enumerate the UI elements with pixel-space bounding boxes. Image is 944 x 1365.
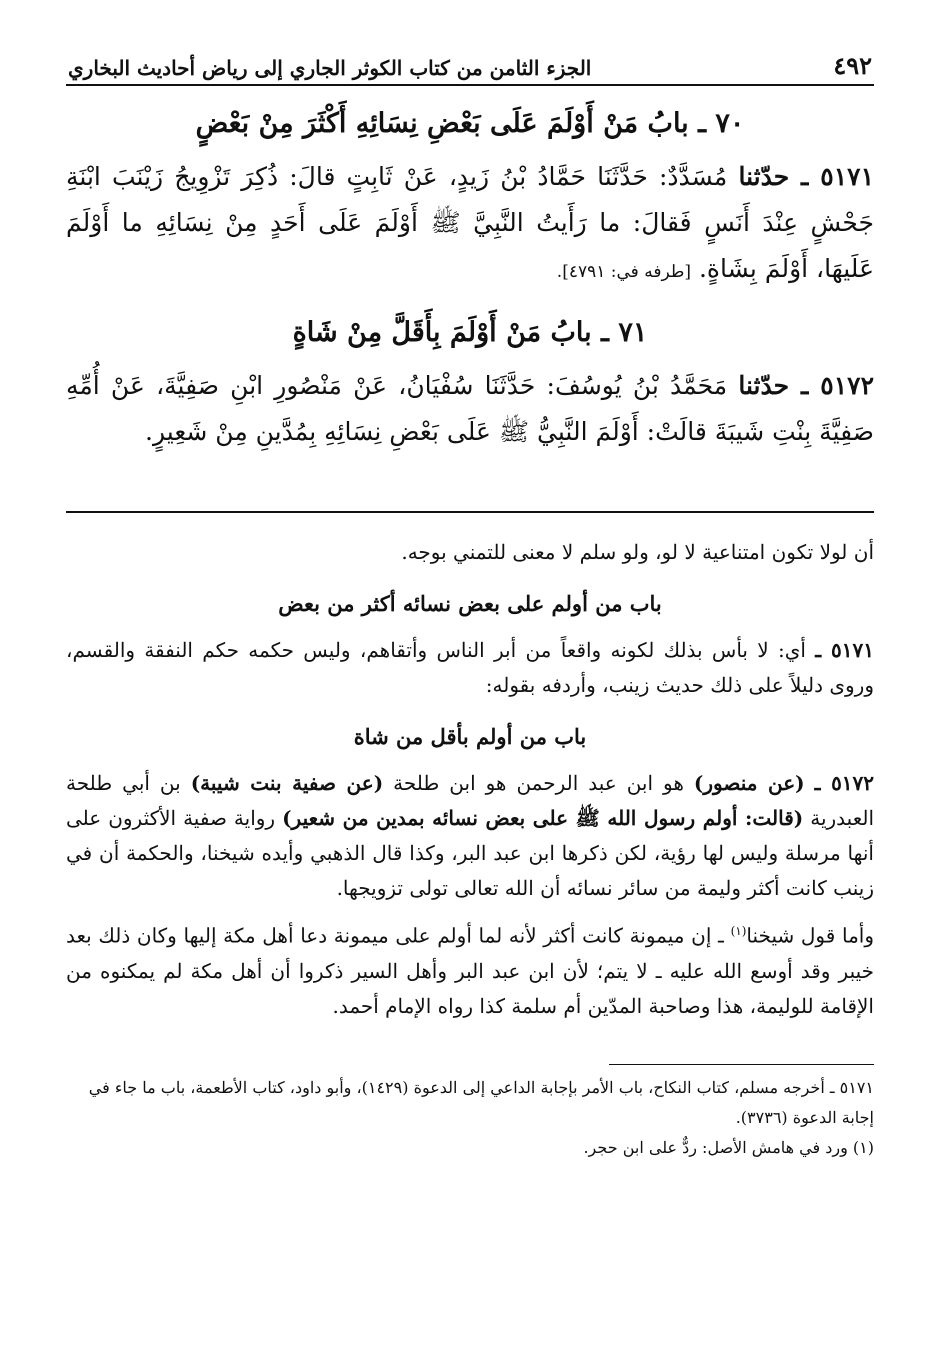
commentary-5172-text-2: بن أبي طلحة العبدرية bbox=[66, 771, 875, 830]
paragraph-2-lead: وأما قول شيخنا bbox=[746, 923, 874, 948]
paragraph-2-text: ـ إن ميمونة كانت أكثر لأنه لما أولم على ميمونة دعا أهل مكة إليها وكان ذلك بعد خيبر وقد أوسع الله عليه ـ لا يتم؛ لأن ابن عبد البر وأهل السير ذكروا أن أهل مكة لم يمكنوه من الإقامة للوليمة، هذا وصاحبة المدّين أم سلمة كذا رواه الإمام أحمد. bbox=[66, 923, 875, 1018]
page-number: ٤٩٢ bbox=[833, 51, 872, 80]
commentary-5171 bbox=[66, 633, 874, 703]
commentary-5172-text-3: رواية صفية الأكثرون على أنها مرسلة وليس لها رؤية، لكن ذكرها ابن عبد البر، وكذا قال الذهبي وأيده شيخنا، والحكمة أن في زينب كانت أكثر وليمة من سائر نسائه أن الله تعالى تولى تزويجها. bbox=[66, 806, 874, 900]
commentary bbox=[66, 535, 874, 1024]
commentary-5171-number: ٥١٧١ ـ bbox=[815, 638, 875, 662]
chapter-70-title: ٧٠ ـ بابُ مَنْ أَوْلَمَ عَلَى بَعْضِ نِسَائِهِ أَكْثَرَ مِنْ بَعْضٍ bbox=[195, 108, 745, 139]
commentary-5172-text-1: هو ابن عبد الرحمن هو ابن طلحة bbox=[393, 771, 684, 795]
quote-safiyya: (عن صفية بنت شيبة) bbox=[190, 771, 384, 795]
footnote-marker[interactable]: (١) bbox=[730, 924, 747, 938]
footnote-5171: ٥١٧١ ـ أخرجه مسلم، كتاب النكاح، باب الأمر بإجابة الداعي إلى الدعوة (١٤٢٩)، وأبو داود، كتاب الأطعمة، باب ما جاء في إجابة الدعوة (٣٧٣٦). bbox=[88, 1077, 874, 1127]
footnote-1: (١) ورد في هامش الأصل: ردٌّ على ابن حجر. bbox=[583, 1137, 874, 1157]
hadith-5171-text: مُسَدَّدٌ: حَدَّثَنَا حَمَّادُ بْنُ زَيدٍ، عَنْ ثَابِتٍ قالَ: ذُكِرَ تَزْوِيجُ زَيْنَبَ ابْنَةِ جَحْشٍ عِنْدَ أَنَسٍ فَقالَ: ما رَأَيتُ النَّبِيَّ ﷺ أَوْلَمَ عَلَى أَحَدٍ مِنْ نِسَائِهِ ما أَوْلَمَ عَلَيهَا، أَوْلَمَ بِشَاةٍ. bbox=[66, 162, 874, 283]
hadith-5171-ref: [طرفه في: ٤٧٩١]. bbox=[556, 262, 691, 282]
quote-mansur: (عن منصور) bbox=[693, 771, 805, 795]
running-title: الجزء الثامن من كتاب الكوثر الجاري إلى رياض أحاديث البخاري bbox=[68, 56, 592, 80]
commentary-5172 bbox=[66, 766, 874, 906]
hadith-5172-text: مَحَمَّدُ بْنُ يُوسُفَ: حَدَّثَنَا سُفْيَانُ، عَنْ مَنْصُورِ ابْنِ صَفِيَّةَ، عَنْ أُمِّهِ صَفِيَّةَ بِنْتِ شَيبَةَ قالَتْ: أَوْلَمَ النَّبِيُّ ﷺ عَلَى بَعْضِ نِسَائِهِ بِمُدَّينِ مِنْ شَعِيرٍ. bbox=[66, 371, 874, 446]
commentary-title-70: باب من أولم على بعض نسائه أكثر من بعض bbox=[278, 591, 662, 616]
hadith-5172-number: ٥١٧٢ ـ حدّثنا bbox=[738, 371, 874, 400]
commentary-paragraph-2 bbox=[66, 914, 874, 1024]
commentary-title-71: باب من أولم بأقل من شاة bbox=[353, 724, 587, 749]
hadith-5172 bbox=[66, 363, 874, 455]
hadith-5171 bbox=[66, 154, 874, 295]
footnotes bbox=[66, 1073, 874, 1163]
footnote-rule bbox=[609, 1064, 874, 1065]
commentary-intro: أن لولا تكون امتناعية لا لو، ولو سلم لا معنى للتمني بوجه. bbox=[401, 540, 874, 564]
page-header bbox=[66, 44, 874, 86]
book-page bbox=[66, 44, 874, 1334]
hadith-5171-number: ٥١٧١ ـ حدّثنا bbox=[738, 162, 874, 191]
commentary-5171-text: أي: لا بأس بذلك لكونه واقعاً من أبر الناس وأتقاهم، وليس حكمه حكم النفقة والقسم، وروى دليلاً على ذلك حديث زينب، وأردفه بقوله: bbox=[66, 638, 874, 697]
commentary-5172-number: ٥١٧٢ ـ bbox=[814, 771, 875, 795]
commentary-divider bbox=[66, 511, 874, 513]
chapter-71-title: ٧١ ـ بابُ مَنْ أَوْلَمَ بِأَقَلَّ مِنْ شَاةٍ bbox=[292, 317, 648, 348]
quote-hadith: (قالت: أولم رسول الله ﷺ على بعض نسائه بمدين من شعير) bbox=[282, 806, 804, 830]
